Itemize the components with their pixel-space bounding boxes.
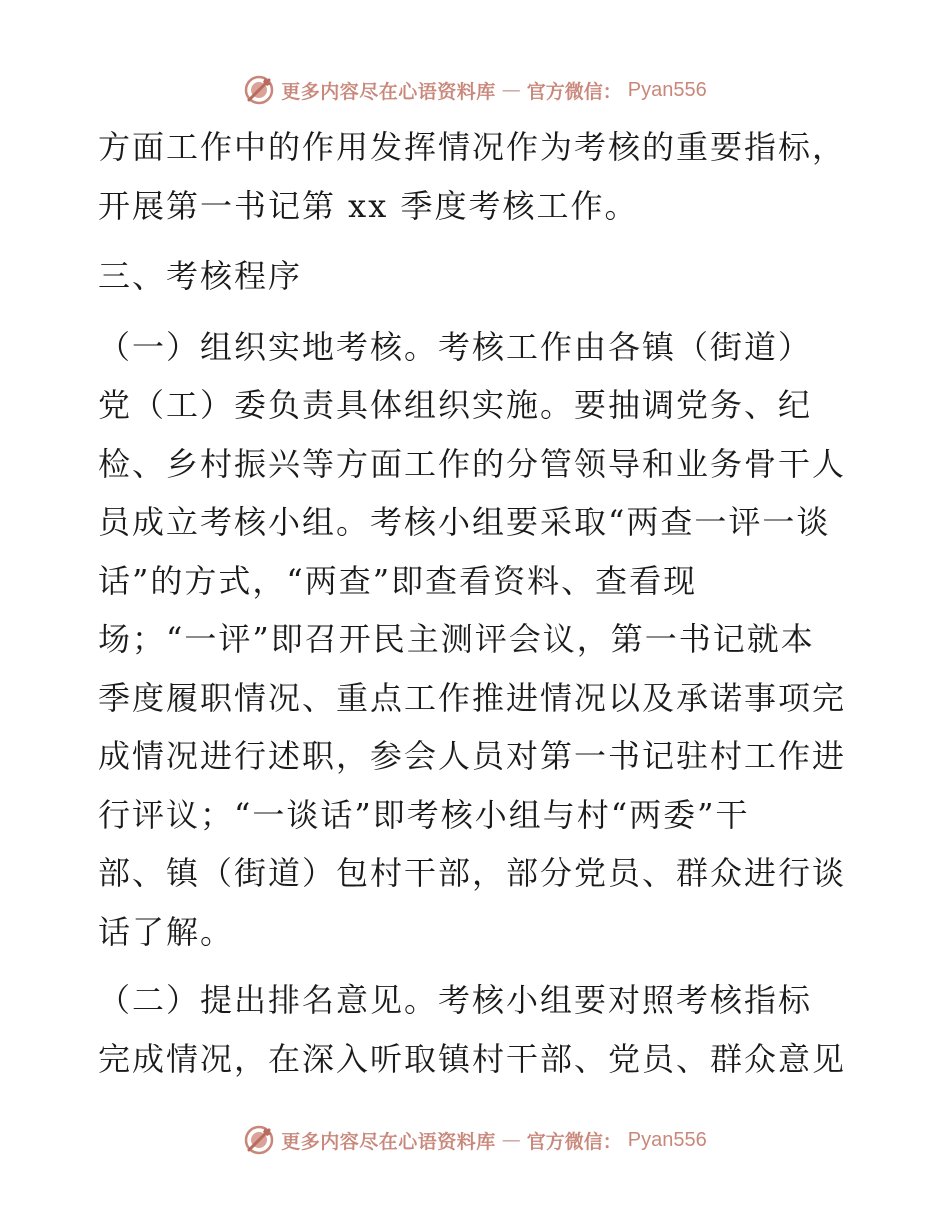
quill-logo-icon [243,74,275,106]
text-line: 完成情况，在深入听取镇村干部、党员、群众意见 [98,1039,847,1078]
paragraph-field-assessment [98,318,858,962]
text-line: 季度履职情况、重点工作推进情况以及承诺事项完 [98,678,847,717]
text-line: （一）组织实地考核。考核工作由各镇（街道） [98,327,813,366]
text-line: 话”的方式，“两查”即查看资料、查看现 [98,561,698,600]
header-watermark [0,70,950,110]
text-line: 话了解。 [98,912,235,951]
watermark-dash: — [501,1129,521,1151]
paragraph-intro [98,118,858,235]
text-line: 行评议；“一谈话”即考核小组与村“两委”干 [98,795,750,834]
text-line: 场；“一评”即召开民主测评会议，第一书记就本 [98,620,815,658]
paragraph-ranking [98,971,858,1088]
watermark-label: 官方微信： [526,80,622,103]
quill-logo-icon [243,1124,275,1156]
heading-line: 三、考核程序 [98,257,303,295]
text-line: 部、镇（街道）包村干部，部分党员、群众进行谈 [98,854,847,892]
text-line: 成情况进行述职，参会人员对第一书记驻村工作进 [98,737,847,775]
text-line: 党（工）委负责具体组织实施。要抽调党务、纪 [98,386,813,424]
watermark-id: Pyan556 [627,78,707,101]
text-line: （二）提出排名意见。考核小组要对照考核指标 [98,981,813,1019]
watermark-text: 更多内容尽在心语资料库 [281,80,496,103]
section-heading [98,247,858,306]
watermark-text: 更多内容尽在心语资料库 [281,1130,496,1153]
text-line: 员成立考核小组。考核小组要采取“两查一评一谈 [98,503,831,541]
watermark-label: 官方微信： [526,1130,622,1153]
watermark-id: Pyan556 [627,1128,707,1151]
text-line: 开展第一书记第 xx 季度考核工作。 [98,186,639,225]
text-line: 方面工作中的作用发挥情况作为考核的重要指标， [98,128,847,166]
document-body [98,118,858,1088]
watermark-dash: — [501,79,521,101]
footer-watermark [0,1120,950,1160]
text-line: 检、乡村振兴等方面工作的分管领导和业务骨干人 [98,444,847,483]
